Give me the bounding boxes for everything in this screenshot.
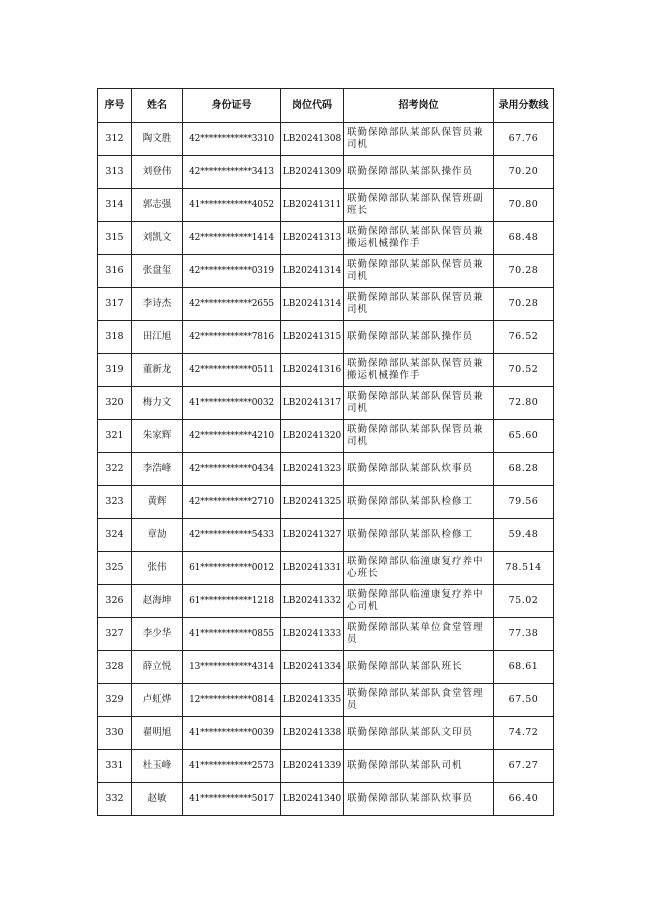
score-cell: 70.80 (494, 189, 554, 222)
header-score: 录用分数线 (494, 89, 554, 123)
score-cell: 67.50 (494, 684, 554, 717)
position-code-cell: LB20241315 (281, 321, 344, 354)
position-cell: 联勤保障部队某部队操作员 (344, 321, 494, 354)
position-code-cell: LB20241311 (281, 189, 344, 222)
name-cell: 董新龙 (132, 354, 183, 387)
score-cell: 68.48 (494, 222, 554, 255)
index-cell: 321 (98, 420, 132, 453)
position-cell: 联勤保障部队某部队保管班副班长 (344, 189, 494, 222)
index-cell: 324 (98, 519, 132, 552)
id-number-cell: 41************0855 (183, 618, 281, 651)
position-cell: 联勤保障部队某部队保管员兼搬运机械操作手 (344, 354, 494, 387)
table-row (98, 288, 554, 321)
table-row (98, 684, 554, 717)
header-position: 招考岗位 (344, 89, 494, 123)
id-number-cell: 41************2573 (183, 750, 281, 783)
id-number-cell: 13************4314 (183, 651, 281, 684)
index-cell: 318 (98, 321, 132, 354)
position-code-cell: LB20241334 (281, 651, 344, 684)
index-cell: 332 (98, 783, 132, 816)
name-cell: 翟明旭 (132, 717, 183, 750)
name-cell: 郭志强 (132, 189, 183, 222)
position-cell: 联勤保障部队某部队文印员 (344, 717, 494, 750)
id-number-cell: 42************5433 (183, 519, 281, 552)
position-code-cell: LB20241338 (281, 717, 344, 750)
name-cell: 章劼 (132, 519, 183, 552)
position-cell: 联勤保障部队某部队保管员兼司机 (344, 387, 494, 420)
score-cell: 79.56 (494, 486, 554, 519)
score-cell: 72.80 (494, 387, 554, 420)
table-row (98, 354, 554, 387)
score-cell: 68.61 (494, 651, 554, 684)
name-cell: 李浩峰 (132, 453, 183, 486)
score-cell: 70.20 (494, 156, 554, 189)
name-cell: 薛立悦 (132, 651, 183, 684)
position-cell: 联勤保障部队某部队司机 (344, 750, 494, 783)
index-cell: 312 (98, 123, 132, 156)
score-cell: 66.40 (494, 783, 554, 816)
position-code-cell: LB20241327 (281, 519, 344, 552)
id-number-cell: 61************1218 (183, 585, 281, 618)
name-cell: 赵海坤 (132, 585, 183, 618)
score-cell: 78.514 (494, 552, 554, 585)
position-code-cell: LB20241323 (281, 453, 344, 486)
position-code-cell: LB20241340 (281, 783, 344, 816)
id-number-cell: 42************3310 (183, 123, 281, 156)
name-cell: 田江旭 (132, 321, 183, 354)
position-code-cell: LB20241313 (281, 222, 344, 255)
header-index: 序号 (98, 89, 132, 123)
position-cell: 联勤保障部队某部队食堂管理员 (344, 684, 494, 717)
admission-score-table (97, 88, 554, 816)
id-number-cell: 42************4210 (183, 420, 281, 453)
header-position-code: 岗位代码 (281, 89, 344, 123)
header-name: 姓名 (132, 89, 183, 123)
table-row (98, 585, 554, 618)
header-row (98, 89, 554, 123)
id-number-cell: 42************0434 (183, 453, 281, 486)
index-cell: 314 (98, 189, 132, 222)
name-cell: 梅力文 (132, 387, 183, 420)
table-row (98, 552, 554, 585)
position-cell: 联勤保障部队某部队炊事员 (344, 453, 494, 486)
position-cell: 联勤保障部队某部队保管员兼司机 (344, 420, 494, 453)
position-cell: 联勤保障部队某部队检修工 (344, 519, 494, 552)
index-cell: 320 (98, 387, 132, 420)
score-cell: 70.28 (494, 288, 554, 321)
table-row (98, 486, 554, 519)
name-cell: 李诗杰 (132, 288, 183, 321)
position-code-cell: LB20241316 (281, 354, 344, 387)
position-code-cell: LB20241317 (281, 387, 344, 420)
name-cell: 朱家辉 (132, 420, 183, 453)
index-cell: 315 (98, 222, 132, 255)
index-cell: 325 (98, 552, 132, 585)
position-code-cell: LB20241335 (281, 684, 344, 717)
index-cell: 330 (98, 717, 132, 750)
position-cell: 联勤保障部队某部队保管员兼搬运机械操作手 (344, 222, 494, 255)
id-number-cell: 42************0319 (183, 255, 281, 288)
table-row (98, 618, 554, 651)
position-cell: 联勤保障部队某部队保管员兼司机 (344, 255, 494, 288)
table-row (98, 651, 554, 684)
position-code-cell: LB20241308 (281, 123, 344, 156)
index-cell: 327 (98, 618, 132, 651)
position-cell: 联勤保障部队某部队操作员 (344, 156, 494, 189)
table-row (98, 783, 554, 816)
position-cell: 联勤保障部队临潼康复疗养中心班长 (344, 552, 494, 585)
id-number-cell: 42************2655 (183, 288, 281, 321)
id-number-cell: 41************5017 (183, 783, 281, 816)
table-row (98, 321, 554, 354)
score-cell: 70.52 (494, 354, 554, 387)
id-number-cell: 42************7816 (183, 321, 281, 354)
score-cell: 68.28 (494, 453, 554, 486)
name-cell: 张盘玺 (132, 255, 183, 288)
name-cell: 陶文胜 (132, 123, 183, 156)
name-cell: 卢虹烨 (132, 684, 183, 717)
id-number-cell: 42************0511 (183, 354, 281, 387)
score-cell: 77.38 (494, 618, 554, 651)
table-row (98, 387, 554, 420)
id-number-cell: 42************2710 (183, 486, 281, 519)
score-cell: 75.02 (494, 585, 554, 618)
table-row (98, 123, 554, 156)
position-code-cell: LB20241309 (281, 156, 344, 189)
position-code-cell: LB20241325 (281, 486, 344, 519)
table-row (98, 750, 554, 783)
index-cell: 329 (98, 684, 132, 717)
position-code-cell: LB20241339 (281, 750, 344, 783)
table-row (98, 519, 554, 552)
position-code-cell: LB20241314 (281, 255, 344, 288)
name-cell: 李少华 (132, 618, 183, 651)
id-number-cell: 12************0814 (183, 684, 281, 717)
index-cell: 323 (98, 486, 132, 519)
table-row (98, 189, 554, 222)
id-number-cell: 41************0032 (183, 387, 281, 420)
table-row (98, 717, 554, 750)
position-cell: 联勤保障部队某部队保管员兼司机 (344, 288, 494, 321)
table-row (98, 255, 554, 288)
position-code-cell: LB20241332 (281, 585, 344, 618)
position-code-cell: LB20241333 (281, 618, 344, 651)
id-number-cell: 42************1414 (183, 222, 281, 255)
index-cell: 322 (98, 453, 132, 486)
table-row (98, 420, 554, 453)
name-cell: 刘凯文 (132, 222, 183, 255)
name-cell: 赵敏 (132, 783, 183, 816)
score-cell: 67.76 (494, 123, 554, 156)
position-cell: 联勤保障部队某部队炊事员 (344, 783, 494, 816)
score-cell: 76.52 (494, 321, 554, 354)
table-row (98, 156, 554, 189)
position-code-cell: LB20241320 (281, 420, 344, 453)
score-cell: 70.28 (494, 255, 554, 288)
position-cell: 联勤保障部队某部队保管员兼司机 (344, 123, 494, 156)
id-number-cell: 41************4052 (183, 189, 281, 222)
index-cell: 326 (98, 585, 132, 618)
position-cell: 联勤保障部队某部队班长 (344, 651, 494, 684)
position-cell: 联勤保障部队某部队检修工 (344, 486, 494, 519)
id-number-cell: 61************0012 (183, 552, 281, 585)
index-cell: 313 (98, 156, 132, 189)
table-row (98, 222, 554, 255)
table-row (98, 453, 554, 486)
name-cell: 刘登伟 (132, 156, 183, 189)
position-cell: 联勤保障部队某单位食堂管理员 (344, 618, 494, 651)
score-cell: 59.48 (494, 519, 554, 552)
index-cell: 316 (98, 255, 132, 288)
score-cell: 67.27 (494, 750, 554, 783)
index-cell: 317 (98, 288, 132, 321)
score-cell: 74.72 (494, 717, 554, 750)
index-cell: 331 (98, 750, 132, 783)
name-cell: 张伟 (132, 552, 183, 585)
id-number-cell: 41************0039 (183, 717, 281, 750)
id-number-cell: 42************3413 (183, 156, 281, 189)
index-cell: 319 (98, 354, 132, 387)
index-cell: 328 (98, 651, 132, 684)
position-code-cell: LB20241331 (281, 552, 344, 585)
header-id-number: 身份证号 (183, 89, 281, 123)
position-code-cell: LB20241314 (281, 288, 344, 321)
name-cell: 黄辉 (132, 486, 183, 519)
position-cell: 联勤保障部队临潼康复疗养中心司机 (344, 585, 494, 618)
score-cell: 65.60 (494, 420, 554, 453)
table-body (98, 123, 554, 816)
name-cell: 杜玉峰 (132, 750, 183, 783)
